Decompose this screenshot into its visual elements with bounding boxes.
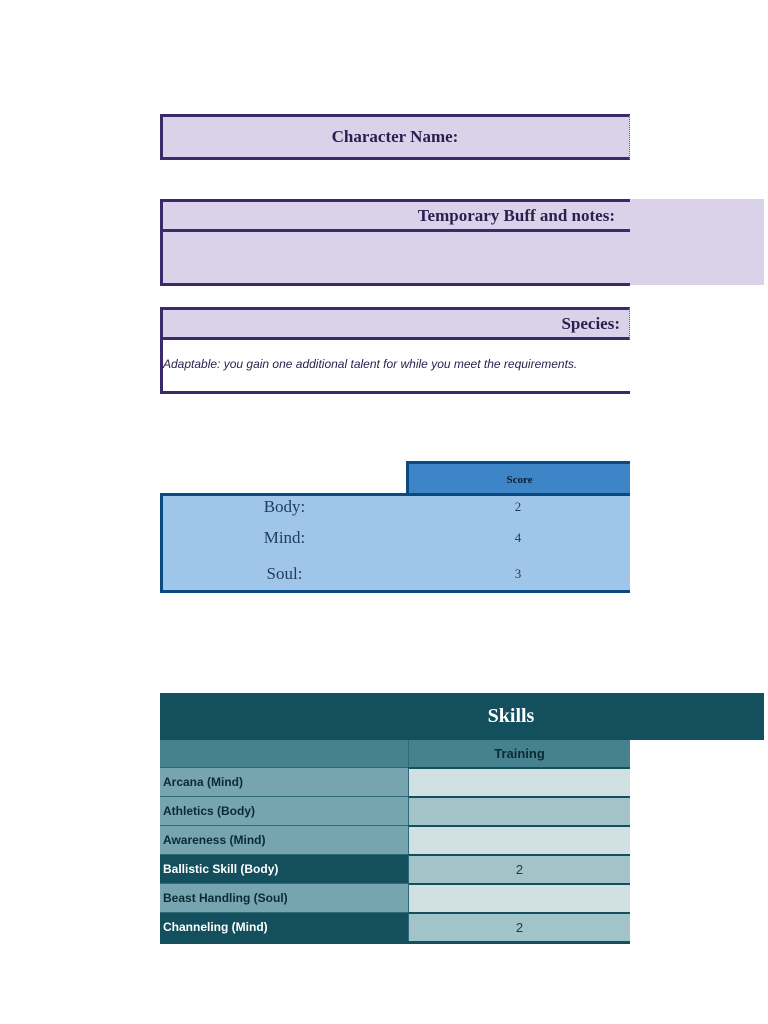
skill-training-athletics[interactable] [408, 796, 630, 825]
attr-mind-score[interactable]: 4 [514, 530, 522, 545]
skills-bottom-border [160, 941, 630, 944]
skill-name-ballistic-skill: Ballistic Skill (Body) [160, 854, 408, 883]
skill-training-beast-handling[interactable] [408, 883, 630, 912]
buff-label: Temporary Buff and notes: [417, 205, 615, 225]
score-header: Score [406, 461, 630, 495]
attr-soul-score[interactable]: 3 [514, 566, 522, 581]
skill-name-beast-handling: Beast Handling (Soul) [160, 883, 408, 912]
skill-name-channeling: Channeling (Mind) [160, 912, 408, 941]
skill-name-athletics: Athletics (Body) [160, 796, 408, 825]
attr-body-label: Body: [263, 497, 306, 516]
skills-title: Skills [487, 705, 535, 727]
skill-name-arcana: Arcana (Mind) [160, 767, 408, 796]
skill-training-awareness[interactable] [408, 825, 630, 854]
skill-name-awareness: Awareness (Mind) [160, 825, 408, 854]
buff-notes-field[interactable] [160, 232, 630, 286]
species-label: Species: [561, 313, 620, 333]
skill-training-arcana[interactable] [408, 767, 630, 796]
species-description: Adaptable: you gain one additional talent for while you meet the requirements. [163, 357, 578, 371]
attr-body-score[interactable]: 2 [514, 499, 522, 514]
attr-mind-label: Mind: [263, 528, 306, 547]
buff-notes-extension [630, 199, 764, 285]
skill-training-ballistic-skill[interactable]: 2 [408, 854, 630, 883]
training-header: Training [408, 740, 630, 767]
skill-training-channeling[interactable]: 2 [408, 912, 630, 941]
attr-soul-label: Soul: [266, 564, 303, 583]
character-name-label: Character Name: [331, 127, 459, 146]
